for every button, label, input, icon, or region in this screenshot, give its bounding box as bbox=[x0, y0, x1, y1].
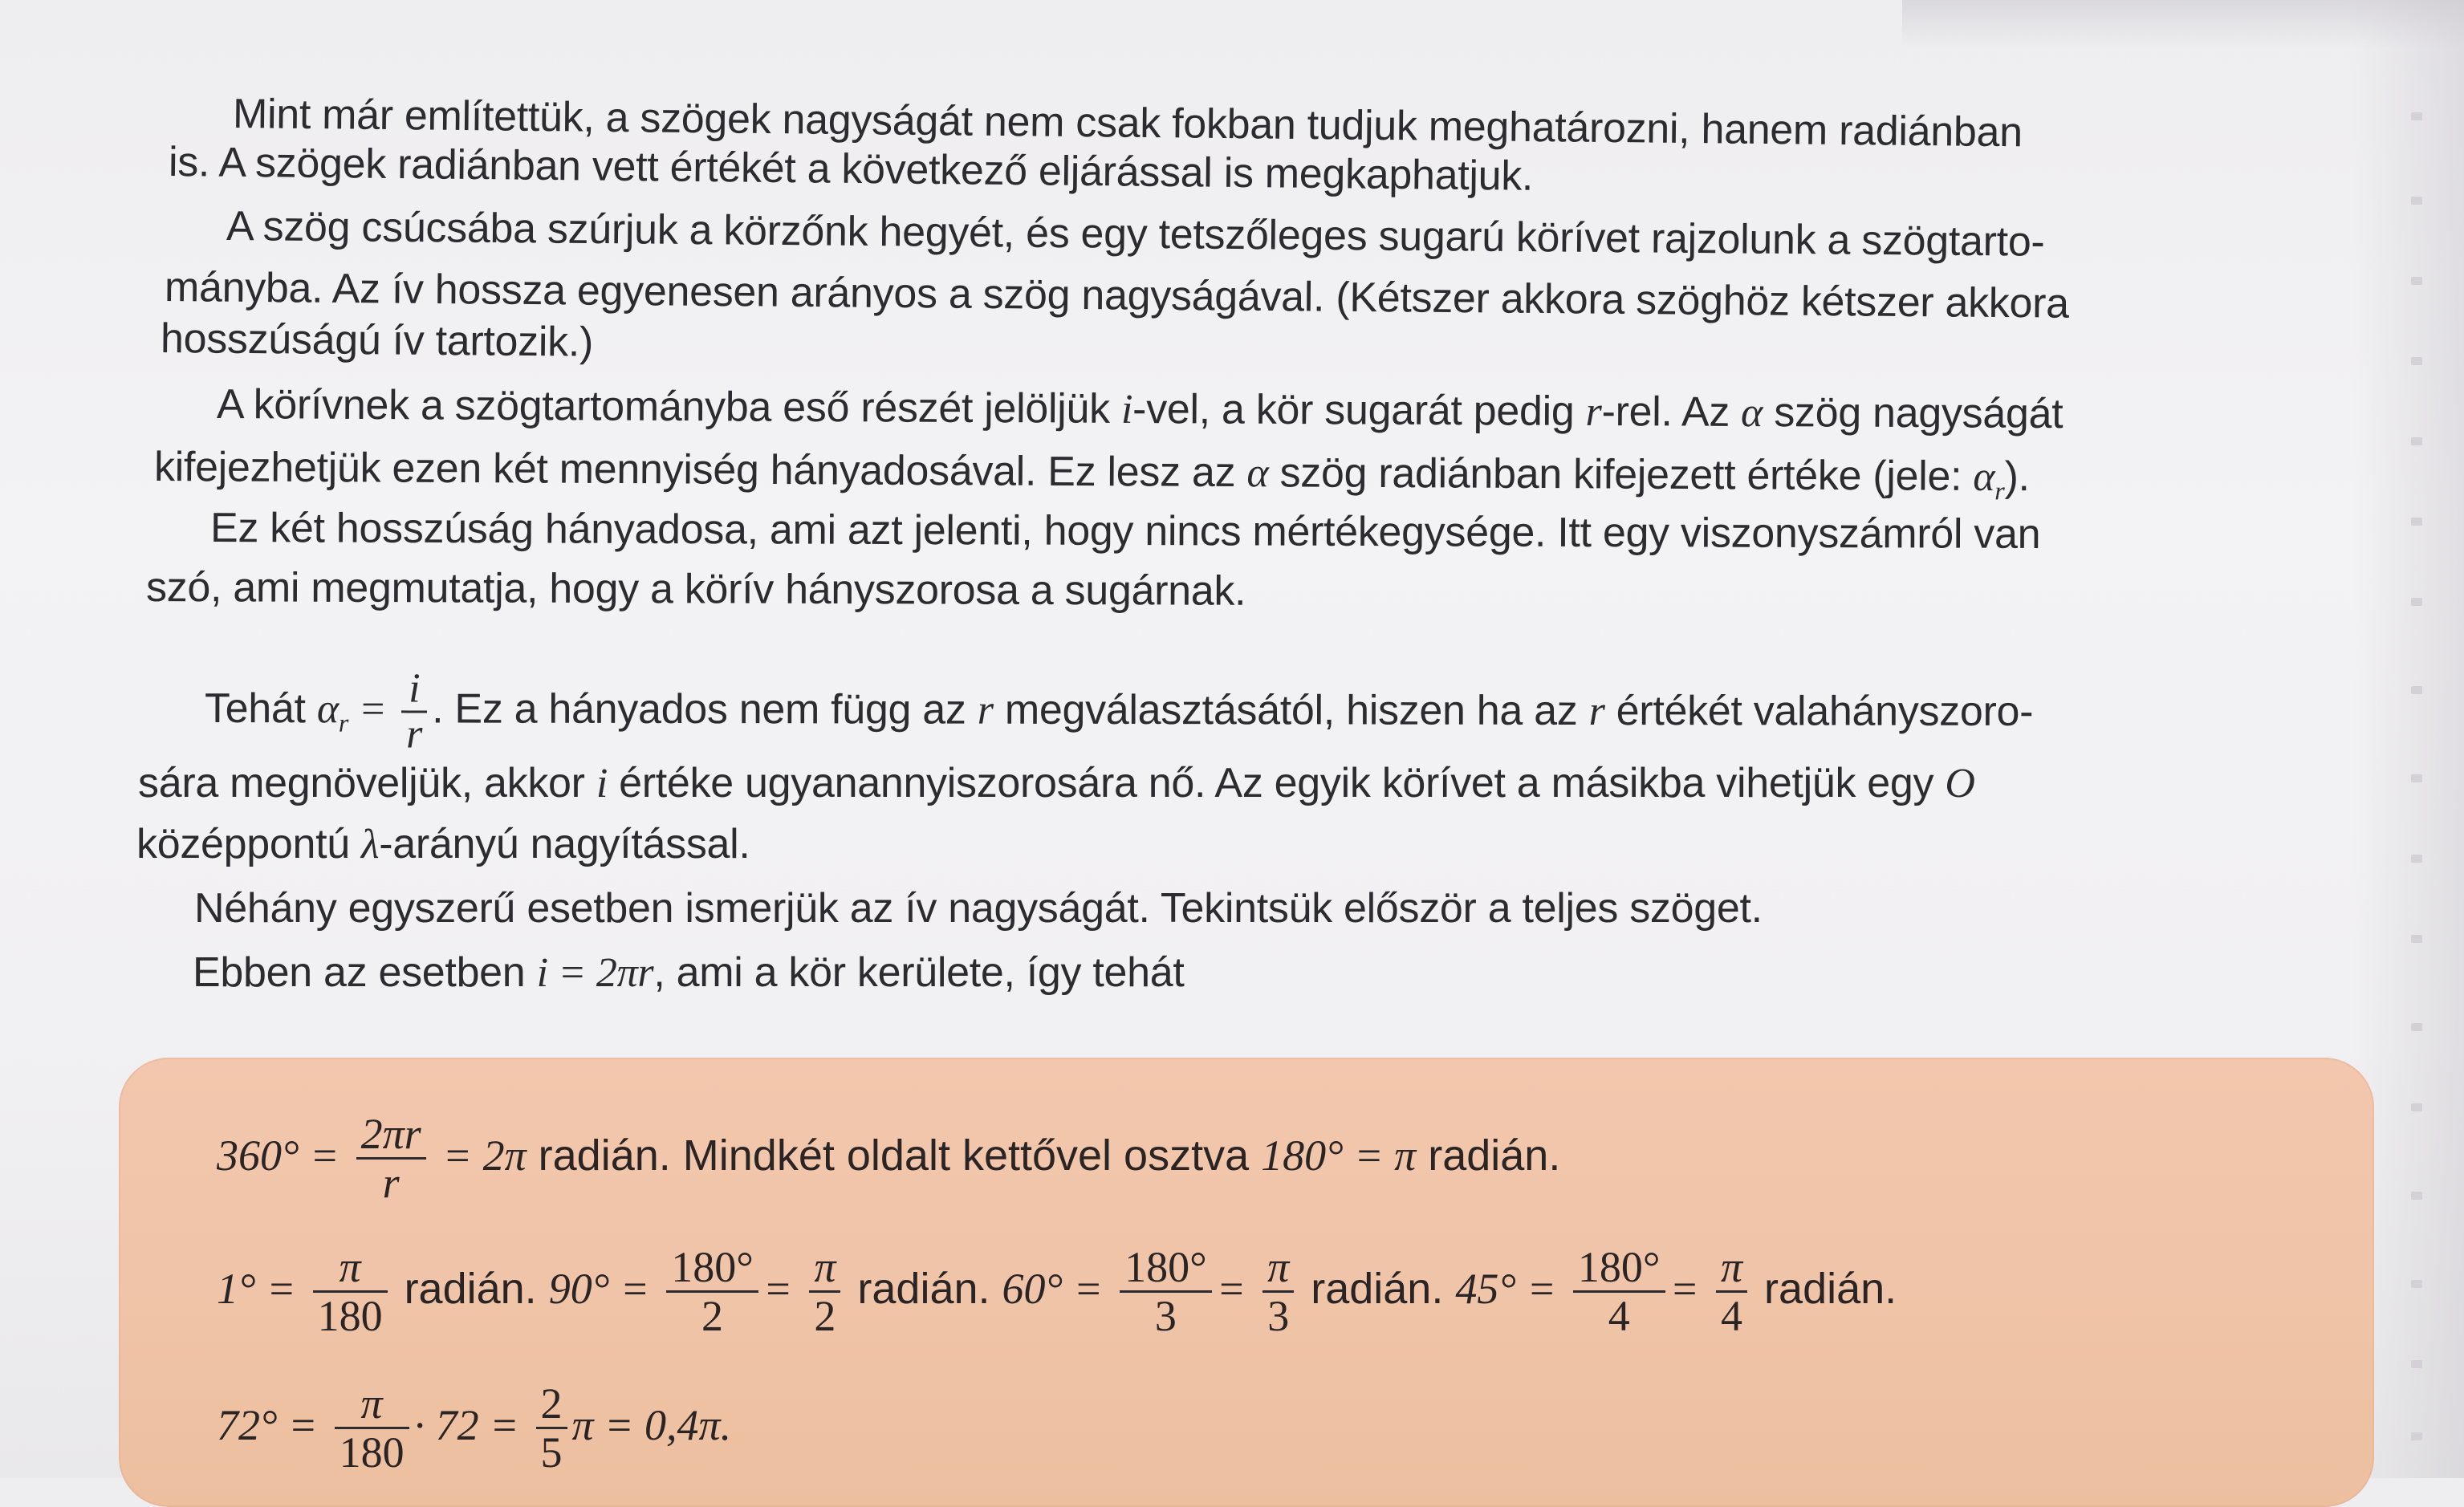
symbol-lambda: λ bbox=[361, 822, 380, 867]
equation-middle: · 72 = bbox=[413, 1400, 519, 1449]
equation-72-degree-lhs: 72° = bbox=[217, 1400, 318, 1449]
symbol-alpha: α bbox=[1740, 389, 1763, 437]
paragraph-4-line-1: Ez két hosszúság hányadosa, ami azt jelenti, hogy nincs mértékegysége. Itt egy viszonyszámról van bbox=[209, 505, 2041, 558]
text: Tehát bbox=[204, 685, 317, 733]
symbol-O: O bbox=[1945, 761, 1975, 806]
equation-90-degree-lhs: 90° = bbox=[548, 1264, 650, 1313]
paragraph-2-line-2: mányba. Az ív hossza egyenesen arányos a szög nagyságával. (Kétszer akkora szöghöz kétszer akkora bbox=[164, 264, 2070, 327]
highlight-box-radian-conversions bbox=[119, 1058, 2374, 1507]
text: radián. bbox=[845, 1264, 1002, 1313]
text: radián. bbox=[1416, 1131, 1561, 1180]
symbol-r: r bbox=[1588, 689, 1605, 735]
symbol-alpha-r bbox=[1973, 453, 2005, 506]
text: sára megnöveljük, akkor bbox=[138, 760, 596, 806]
symbol-alpha-r bbox=[316, 686, 349, 737]
fraction-denominator: 180 bbox=[339, 1428, 405, 1477]
conversion-row-2 bbox=[217, 1244, 1897, 1339]
text: -arányú nagyítással. bbox=[379, 821, 750, 867]
conversion-row-3 bbox=[217, 1380, 731, 1476]
fraction-numerator: i bbox=[401, 667, 427, 713]
fraction-denominator: 4 bbox=[1721, 1292, 1743, 1340]
text: kifejezhetjük ezen két mennyiség hányadosával. Ez lesz az bbox=[153, 444, 1247, 497]
fraction-numerator: π bbox=[1262, 1244, 1294, 1293]
paragraph-1-line-2: is. A szögek radiánban vett értékét a következő eljárással is megkaphatjuk. bbox=[168, 139, 1534, 200]
fraction-denominator: r bbox=[382, 1159, 400, 1207]
paragraph-6-line-1 bbox=[138, 759, 1975, 808]
equation-1-degree-lhs: 1° = bbox=[217, 1264, 296, 1313]
symbol-r: r bbox=[1585, 388, 1602, 436]
text: ). bbox=[2004, 453, 2030, 501]
fraction-numerator: π bbox=[1716, 1244, 1747, 1293]
text: radián. Mindkét oldalt kettővel osztva bbox=[526, 1131, 1262, 1180]
fraction-numerator: 2πr bbox=[356, 1111, 426, 1160]
fraction-pi-over-180 bbox=[313, 1244, 388, 1339]
fraction-2pi-r-over-r bbox=[356, 1111, 426, 1206]
equals-sign: = bbox=[762, 1264, 793, 1313]
paragraph-6-line-2 bbox=[136, 820, 750, 869]
text: értéke ugyanannyiszorosára nő. Az egyik körívet a másikba vihetjük egy bbox=[608, 760, 1946, 806]
fraction-denominator: 180 bbox=[317, 1292, 383, 1340]
subscript-r: r bbox=[338, 708, 349, 737]
text: A körívnek a szögtartományba eső részét jelöljük bbox=[216, 381, 1122, 433]
paragraph-4-line-2: szó, ami megmutatja, hogy a körív hányszorosa a sugárnak. bbox=[145, 564, 1246, 615]
text: értékét valahányszoro- bbox=[1604, 688, 2034, 735]
fraction-numerator: π bbox=[313, 1244, 388, 1293]
symbol-alpha: α bbox=[1246, 450, 1269, 497]
symbol-i: i bbox=[1120, 386, 1133, 433]
paragraph-2-line-3: hosszúságú ív tartozik.) bbox=[160, 315, 594, 366]
fraction-pi-over-2 bbox=[809, 1244, 840, 1339]
subscript-r: r bbox=[1994, 476, 2005, 506]
paragraph-2-line-1: A szög csúcsába szúrjuk a körzőnk hegyét, és egy tetszőleges sugarú körívet rajzolunk a szögtarto- bbox=[226, 203, 2045, 266]
conversion-row-1 bbox=[217, 1111, 1560, 1206]
fraction-numerator: 180° bbox=[666, 1244, 758, 1293]
text: középpontú bbox=[136, 821, 362, 867]
text: radián. bbox=[1299, 1264, 1456, 1313]
text: . Ez a hányados nem függ az bbox=[432, 685, 978, 733]
symbol-alpha: α bbox=[1973, 453, 1995, 501]
equals-sign: = bbox=[1216, 1264, 1246, 1313]
fraction-i-over-r bbox=[401, 667, 427, 756]
fraction-denominator: 2 bbox=[814, 1292, 836, 1340]
equation-rhs: π = 0,4π. bbox=[571, 1400, 732, 1449]
equation-rhs: = 2π bbox=[442, 1131, 527, 1180]
text: -vel, a kör sugarát pedig bbox=[1132, 385, 1586, 435]
fraction-numerator: π bbox=[335, 1380, 409, 1429]
text: szög radiánban kifejezett értéke (jele: bbox=[1268, 449, 1974, 500]
text: radián. bbox=[392, 1264, 549, 1313]
equation-i-equals-2pi-r: i = 2πr bbox=[536, 950, 654, 996]
fraction-numerator: π bbox=[809, 1244, 840, 1293]
equals-sign: = bbox=[1669, 1264, 1699, 1313]
fraction-numerator: 180° bbox=[1120, 1244, 1212, 1293]
text: -rel. Az bbox=[1601, 388, 1742, 436]
fraction-pi-over-180 bbox=[335, 1380, 409, 1476]
text: radián. bbox=[1752, 1264, 1897, 1313]
paragraph-1-line-1: Mint már említettük, a szögek nagyságát nem csak fokban tudjuk meghatározni, hanem radiánban bbox=[232, 91, 2023, 156]
fraction-denominator: 2 bbox=[701, 1292, 724, 1340]
fraction-pi-over-3 bbox=[1262, 1244, 1294, 1339]
fraction-denominator: 5 bbox=[540, 1428, 563, 1477]
fraction-denominator: r bbox=[406, 711, 423, 758]
symbol-alpha: α bbox=[316, 686, 339, 733]
text: , ami a kör kerülete, így tehát bbox=[653, 949, 1185, 996]
fraction-denominator: 4 bbox=[1608, 1292, 1630, 1340]
fraction-180-over-4 bbox=[1573, 1244, 1665, 1339]
fraction-denominator: 3 bbox=[1154, 1292, 1177, 1340]
fraction-2-over-5 bbox=[536, 1380, 567, 1476]
text: Ebben az esetben bbox=[193, 949, 537, 996]
fraction-numerator: 2 bbox=[536, 1380, 567, 1429]
equals-sign: = bbox=[348, 686, 397, 733]
fraction-180-over-3 bbox=[1120, 1244, 1212, 1339]
fraction-180-over-2 bbox=[666, 1244, 758, 1339]
fraction-denominator: 3 bbox=[1267, 1292, 1290, 1340]
equation-lhs: 360° = bbox=[217, 1131, 340, 1180]
equation-180-equals-pi: 180° = π bbox=[1261, 1131, 1417, 1180]
equation-45-degree-lhs: 45° = bbox=[1455, 1264, 1556, 1313]
paragraph-3-line-1 bbox=[217, 380, 2063, 439]
symbol-r: r bbox=[977, 687, 994, 733]
symbol-i: i bbox=[596, 761, 608, 806]
fraction-numerator: 180° bbox=[1573, 1244, 1665, 1293]
text: megválasztásától, hiszen ha az bbox=[993, 686, 1589, 735]
fraction-pi-over-4 bbox=[1716, 1244, 1747, 1339]
equation-60-degree-lhs: 60° = bbox=[1002, 1264, 1104, 1313]
paragraph-7-line-2 bbox=[193, 948, 1185, 997]
text: szög nagyságát bbox=[1762, 389, 2063, 438]
paragraph-7-line-1: Néhány egyszerű esetben ismerjük az ív nagyságát. Tekintsük először a teljes szöget. bbox=[194, 885, 1763, 932]
